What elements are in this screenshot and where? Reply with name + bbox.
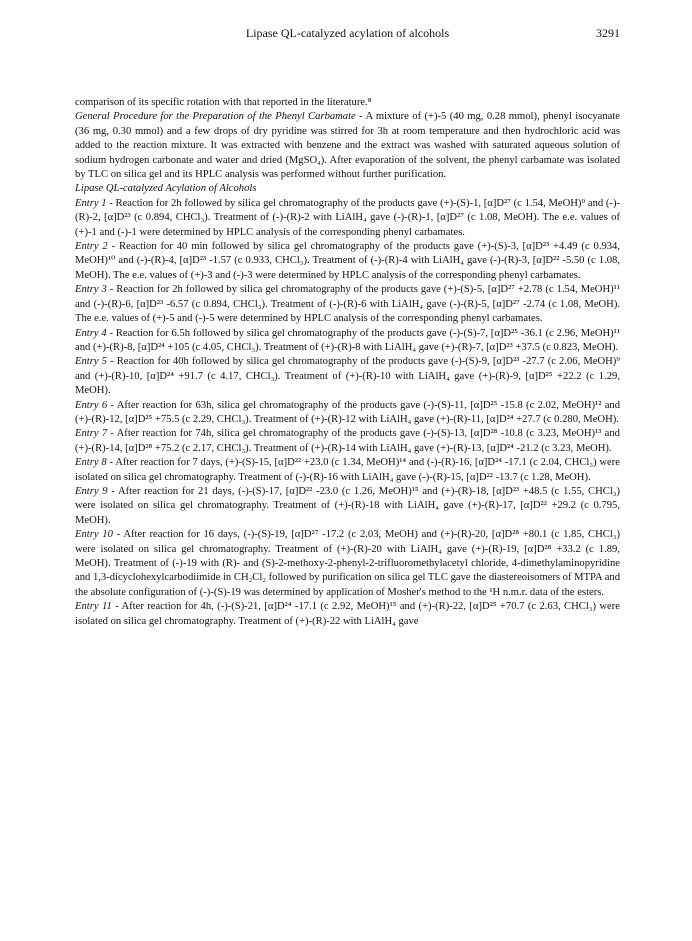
paragraph-text: - Reaction for 40 min followed by silica gel chromatography of the products gave (+)-(S)-3, [α]D²³ +4.49 (c 0.934, MeOH)¹⁰ and (-)-(R)-4, [α]D²³ -1.57 (c 0.933, CHCl₃). Treatment of (-)-(R)-4 with LiAlH₄ gave (-)-(R)-3, [α]D²² -5.50 (c 1.08, MeOH). The e.e. values of (+)-3 and (-)-3 were determined by HPLC analysis of the corresponding phenyl carbamates.	[75, 241, 621, 281]
entry-paragraph	[75, 427, 620, 456]
section-heading: Lipase QL-catalyzed Acylation of Alcohols	[75, 183, 257, 195]
paragraph-text: - After reaction for 4h, (-)-(S)-21, [α]D²⁴ -17.1 (c 2.92, MeOH)¹⁵ and (+)-(R)-22, [α]D²⁵ +70.7 (c 2.63, CHCl₃) were isolated on silica gel chromatography. Treatment of (+)-(R)-22 with LiAlH₄ gave	[75, 601, 620, 627]
entry-paragraph	[75, 456, 620, 485]
entry-paragraph	[75, 283, 620, 326]
entry-paragraph	[75, 240, 620, 283]
body-paragraph	[75, 96, 620, 110]
running-title: Lipase QL-catalyzed acylation of alcohols	[245, 26, 450, 40]
entry-paragraph	[75, 485, 620, 528]
paragraph-text: - Reaction for 2h followed by silica gel chromatography of the products gave (+)-(S)-5, [α]D²⁷ +2.78 (c 1.54, MeOH)¹¹ and (-)-(R)-6, [α]D²³ -6.57 (c 0.894, CHCl₃). Treatment of (-)-(R)-6 with LiAlH₄ gave (-)-(R)-5, [α]D²⁷ -2.74 (c 1.08, MeOH). The e.e. values of (+)-5 and (-)-5 were determined by HPLC analysis of the corresponding phenyl carbamates.	[75, 284, 620, 325]
body-paragraph	[75, 110, 620, 182]
entry-paragraph	[75, 327, 620, 356]
paragraph-lead: Entry 1	[75, 197, 107, 209]
paragraph-lead: Entry 3	[75, 284, 107, 296]
paragraph-text: - After reaction for 16 days, (-)-(S)-19, [α]D²⁷ -17.2 (c 2.03, MeOH) and (+)-(R)-20, [α]D²⁸ +80.1 (c 1.85, CHCl₃) were isolated on silica gel chromatography. Treatment of (+)-(R)-20 with LiAlH₄ gave (+)-(R)-19, [α]D²⁸ +33.2 (c 1.89, MeOH). Treatment of (-)-19 with (R)- and (S)-2-methoxy-2-phenyl-2-trifluoromethylacetyl chloride, 4-dimethylaminopyridine and 1,3-dicyclohexylcarbodiimide in CH₂Cl₂ followed by purification on silica gel TLC gave the diastereoisomers of MTPA and the absolute configuration of (-)-(S)-19 was determined by application of Mosher's method to the ¹H n.m.r. data of the esters.	[75, 529, 620, 598]
paragraph-text: - After reaction for 74h, silica gel chromatography of the products gave (-)-(S)-13, [α]D²⁸ -10.8 (c 3.23, MeOH)¹³ and (+)-(R)-14, [α]D²⁸ +75.2 (c 2.17, CHCl₃). Treatment of (+)-(R)-14 with LiAlH₄ gave (+)-(R)-13, [α]D²⁴ -21.2 (c 3.23, MeOH).	[75, 428, 620, 454]
entry-paragraph	[75, 528, 620, 600]
paragraph-text: - A mixture of (+)-5 (40 mg, 0.28 mmol), phenyl isocyanate (36 mg, 0.30 mmol) and a few drops of dry pyridine was stirred for 3h at room temperature and then hydrochloric acid was added to the reaction mixture. It was extracted with benzene and the extract was washed with saturated aqueous solution of sodium hydrogen carbonate and water and dried (MgSO₄). After evaporation of the solvent, the phenyl carbamate was isolated by TLC on silica gel and its HPLC analysis was performed without further purification.	[75, 111, 620, 181]
entry-paragraph	[75, 600, 620, 629]
paragraph-lead: Entry 10	[75, 529, 113, 541]
paragraph-lead: Entry 5	[75, 356, 107, 368]
running-head	[75, 26, 620, 44]
paragraph-lead: Entry 11	[75, 601, 112, 613]
paragraph-text: - Reaction for 40h followed by silica gel chromatography of the products gave (-)-(S)-9, [α]D²³ -27.7 (c 2.06, MeOH)⁹ and (+)-(R)-10, [α]D²⁴ +91.7 (c 4.17, CHCl₃). Treatment of (+)-(R)-10 with LiAlH₄ gave (+)-(R)-9, [α]D²⁵ +22.2 (c 1.29, MeOH).	[75, 356, 621, 397]
paragraph-lead: Entry 8	[75, 457, 107, 469]
paragraph-text: - After reaction for 7 days, (+)-(S)-15, [α]D²² +23.0 (c 1.34, MeOH)¹⁴ and (-)-(R)-16, [α]D²⁴ -17.1 (c 2.04, CHCl₃) were isolated on silica gel chromatography. Treatment of (-)-(R)-16 with LiAlH₄ gave (-)-(R)-15, [α]D²² -13.7 (c 1.28, MeOH).	[75, 457, 620, 483]
paragraph-lead: Entry 2	[75, 241, 108, 253]
page-number: 3291	[596, 26, 620, 40]
paragraph-lead: Entry 7	[75, 428, 108, 440]
paragraph-lead: Entry 4	[75, 327, 107, 339]
paragraph-text: - After reaction for 63h, silica gel chromatography of the products gave (-)-(S)-11, [α]D²⁵ -15.8 (c 2.02, MeOH)¹² and (+)-(R)-12, [α]D²⁵ +75.5 (c 2.29, CHCl₃). Treatment of (+)-(R)-12 with LiAlH₄ gave (+)-(R)-11, [α]D²⁴ +27.7 (c 0.280, MeOH).	[75, 399, 621, 425]
paragraph-text: - After reaction for 21 days, (-)-(S)-17, [α]D²² -23.0 (c 1.26, MeOH)¹⁵ and (+)-(R)-18, [α]D²³ +48.5 (c 1.55, CHCl₃) were isolated on silica gel chromatography. Treatment of (+)-(R)-18 with LiAlH₄ gave (+)-(R)-17, [α]D²² +29.2 (c 0.795, MeOH).	[75, 485, 620, 526]
paragraph-text: - Reaction for 2h followed by silica gel chromatography of the products gave (+)-(S)-1, [α]D²⁷ (c 1.54, MeOH)⁹ and (-)-(R)-2, [α]D²³ (c 0.894, CHCl₃). Treatment of (-)-(R)-2 with LiAlH₄ gave (-)-(R)-1, [α]D²⁷ (c 1.08, MeOH). The e.e. values of (+)-1 and (-)-1 were determined by HPLC analysis of the corresponding phenyl carbamates.	[75, 197, 620, 238]
entry-paragraph	[75, 355, 620, 398]
paragraph-text: - Reaction for 6.5h followed by silica gel chromatography of the products gave (-)-(S)-7, [α]D²⁵ -36.1 (c 2.96, MeOH)¹¹ and (+)-(R)-8, [α]D²⁴ +105 (c 4.05, CHCl₃). Treatment of (+)-(R)-8 with LiAlH₄ gave (+)-(R)-7, [α]D²³ +37.5 (c 0.823, MeOH).	[75, 327, 620, 353]
paragraph-lead: General Procedure for the Preparation of the Phenyl Carbamate	[75, 111, 356, 123]
paragraph-lead: Entry 9	[75, 485, 108, 497]
article-body	[75, 96, 620, 629]
paragraph-lead: Entry 6	[75, 399, 108, 411]
entry-paragraph	[75, 197, 620, 240]
paragraph-text: comparison of its specific rotation with that reported in the literature.⁸	[75, 97, 372, 108]
journal-page	[75, 26, 620, 629]
entry-paragraph	[75, 399, 620, 428]
